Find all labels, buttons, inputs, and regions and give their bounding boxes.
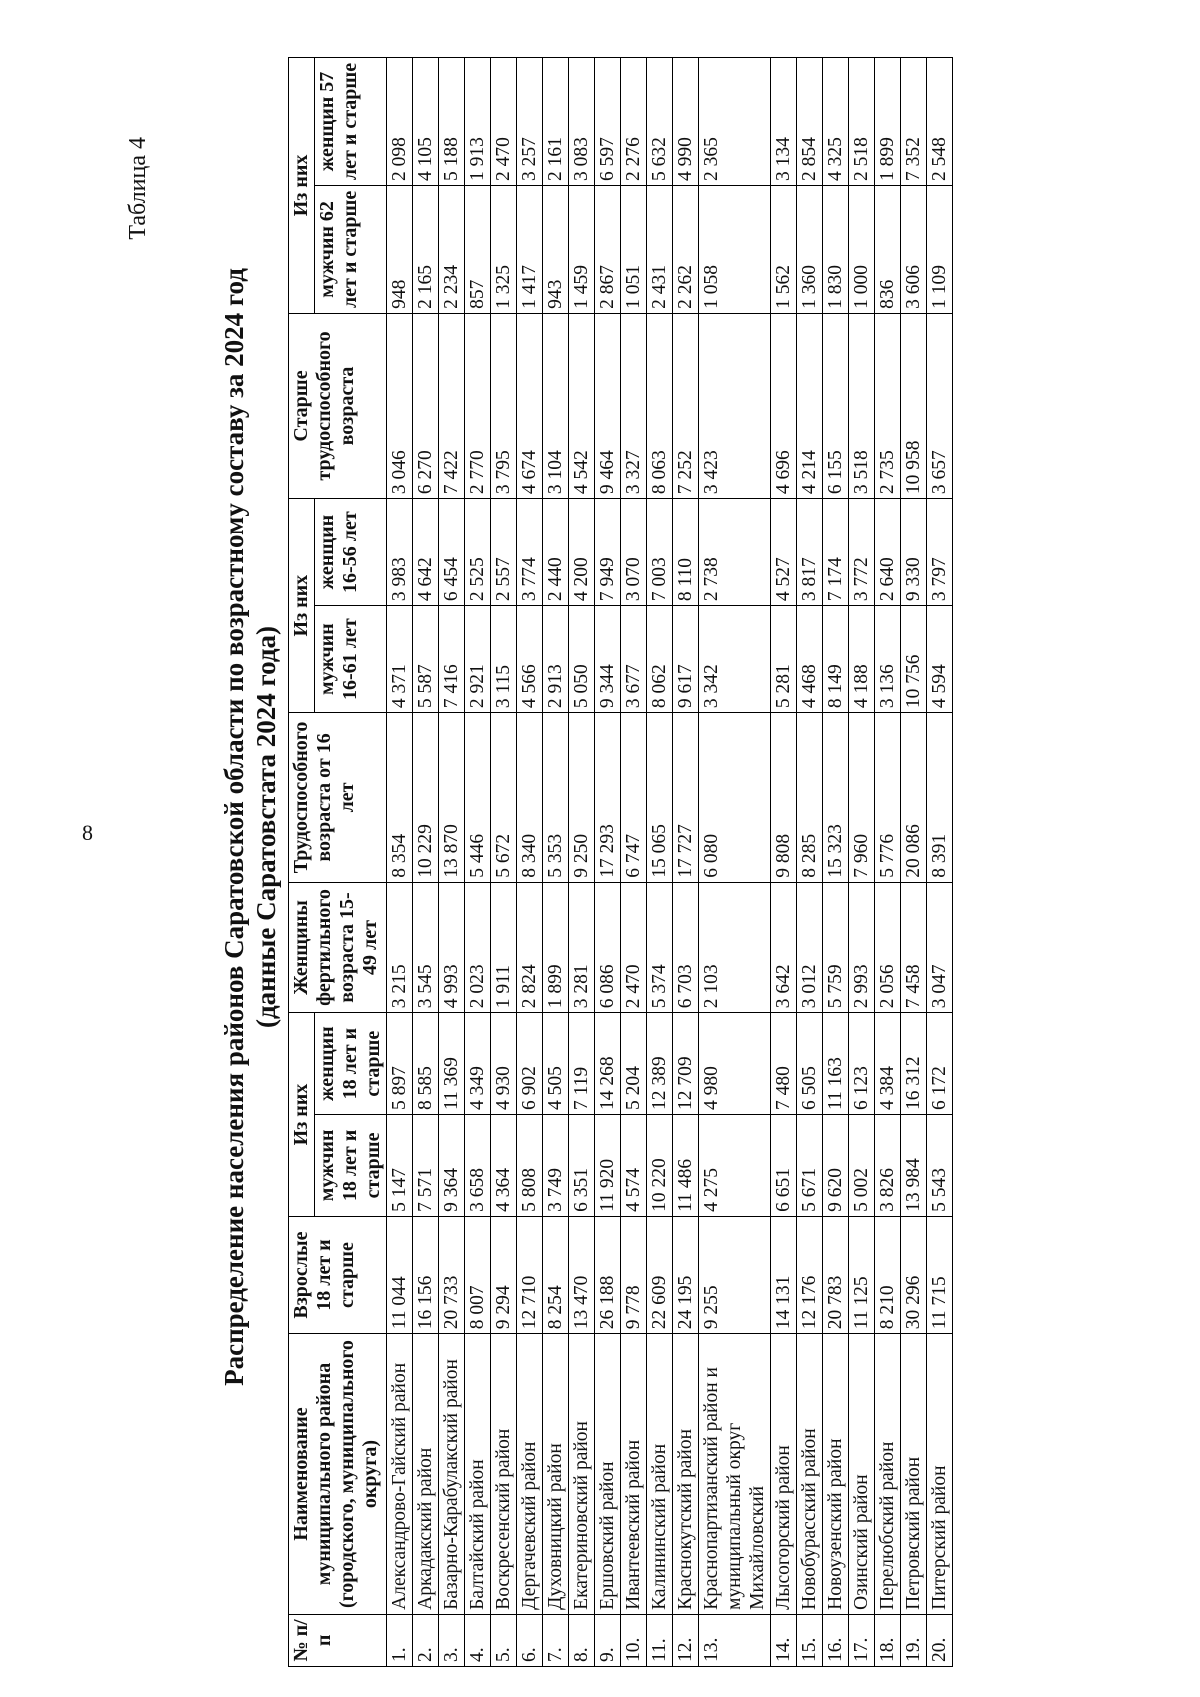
- header-working: Трудоспособного возраста от 16 лет: [289, 713, 387, 883]
- cell-adults: 16 156: [413, 1216, 439, 1333]
- cell-women18: 11 163: [823, 1013, 849, 1115]
- cell-women16: 3 070: [621, 499, 647, 606]
- cell-no: 14.: [771, 1614, 797, 1666]
- cell-adults: 20 783: [823, 1216, 849, 1333]
- cell-women18: 6 902: [517, 1013, 543, 1115]
- table-row: [465, 58, 491, 1667]
- cell-women57: 3 257: [517, 58, 543, 186]
- cell-no: 2.: [413, 1614, 439, 1666]
- cell-men18: 5 808: [517, 1115, 543, 1217]
- table-row: [621, 58, 647, 1667]
- cell-women16: 2 440: [543, 499, 569, 606]
- cell-women16: 4 527: [771, 499, 797, 606]
- header-women16: женщин 16-56 лет: [315, 499, 387, 606]
- cell-fertile: 3 047: [927, 882, 953, 1012]
- cell-women18: 5 897: [387, 1013, 413, 1115]
- cell-fertile: 7 458: [901, 882, 927, 1012]
- cell-older: 6 155: [823, 313, 849, 498]
- cell-name: Ивантеевский район: [621, 1334, 647, 1615]
- cell-men62: 1 830: [823, 185, 849, 313]
- cell-adults: 24 195: [673, 1216, 699, 1333]
- cell-working: 5 353: [543, 713, 569, 883]
- cell-older: 4 542: [569, 313, 595, 498]
- cell-women16: 2 640: [875, 499, 901, 606]
- cell-older: 9 464: [595, 313, 621, 498]
- cell-name: Воскресенский район: [491, 1334, 517, 1615]
- table-row: [771, 58, 797, 1667]
- cell-women57: 2 854: [797, 58, 823, 186]
- cell-fertile: 2 470: [621, 882, 647, 1012]
- cell-no: 8.: [569, 1614, 595, 1666]
- cell-no: 11.: [647, 1614, 673, 1666]
- cell-name: Озинский район: [849, 1334, 875, 1615]
- cell-no: 13.: [699, 1614, 771, 1666]
- cell-no: 18.: [875, 1614, 901, 1666]
- cell-working: 5 672: [491, 713, 517, 883]
- table-row: [543, 58, 569, 1667]
- cell-women57: 3 083: [569, 58, 595, 186]
- cell-working: 5 776: [875, 713, 901, 883]
- cell-older: 3 104: [543, 313, 569, 498]
- cell-name: Базарно-Карабулакский район: [439, 1334, 465, 1615]
- cell-working: 6 080: [699, 713, 771, 883]
- cell-fertile: 3 012: [797, 882, 823, 1012]
- cell-men18: 9 364: [439, 1115, 465, 1217]
- cell-men62: 1 051: [621, 185, 647, 313]
- header-older: Старше трудоспособного возраста: [289, 313, 387, 498]
- cell-older: 4 214: [797, 313, 823, 498]
- cell-working: 10 229: [413, 713, 439, 883]
- cell-fertile: 2 023: [465, 882, 491, 1012]
- cell-name: Новоузенский район: [823, 1334, 849, 1615]
- cell-no: 4.: [465, 1614, 491, 1666]
- header-men18: мужчин 18 лет и старше: [315, 1115, 387, 1217]
- cell-women16: 4 200: [569, 499, 595, 606]
- cell-women18: 12 709: [673, 1013, 699, 1115]
- cell-no: 17.: [849, 1614, 875, 1666]
- page-number: 8: [82, 820, 93, 845]
- cell-older: 3 327: [621, 313, 647, 498]
- cell-women57: 2 365: [699, 58, 771, 186]
- cell-men16: 8 149: [823, 606, 849, 713]
- cell-name: Перелюбский район: [875, 1334, 901, 1615]
- cell-adults: 14 131: [771, 1216, 797, 1333]
- cell-older: 3 518: [849, 313, 875, 498]
- cell-fertile: 5 759: [823, 882, 849, 1012]
- cell-name: Петровский район: [901, 1334, 927, 1615]
- cell-women18: 4 980: [699, 1013, 771, 1115]
- cell-women57: 6 597: [595, 58, 621, 186]
- header-fertile: Женщины фертильного возраста 15-49 лет: [289, 882, 387, 1012]
- cell-men16: 9 344: [595, 606, 621, 713]
- cell-women18: 4 505: [543, 1013, 569, 1115]
- title-line-1: Распределение населения районов Саратовской области по возрастному составу за 2024 год: [219, 268, 249, 1386]
- cell-men62: 1 417: [517, 185, 543, 313]
- cell-fertile: 6 086: [595, 882, 621, 1012]
- cell-adults: 8 254: [543, 1216, 569, 1333]
- cell-no: 19.: [901, 1614, 927, 1666]
- cell-fertile: 1 899: [543, 882, 569, 1012]
- cell-men62: 1 562: [771, 185, 797, 313]
- cell-no: 9.: [595, 1614, 621, 1666]
- cell-men62: 1 058: [699, 185, 771, 313]
- cell-fertile: 1 911: [491, 882, 517, 1012]
- cell-fertile: 5 374: [647, 882, 673, 1012]
- cell-name: Александрово-Гайский район: [387, 1334, 413, 1615]
- cell-men18: 9 620: [823, 1115, 849, 1217]
- cell-adults: 9 294: [491, 1216, 517, 1333]
- cell-women18: 7 480: [771, 1013, 797, 1115]
- cell-men16: 4 371: [387, 606, 413, 713]
- table-row: [673, 58, 699, 1667]
- cell-men18: 5 543: [927, 1115, 953, 1217]
- cell-men62: 1 459: [569, 185, 595, 313]
- header-women57: женщин 57 лет и старше: [315, 58, 387, 186]
- cell-men62: 2 234: [439, 185, 465, 313]
- header-no: № п/п: [289, 1614, 387, 1666]
- cell-men16: 5 587: [413, 606, 439, 713]
- cell-women18: 14 268: [595, 1013, 621, 1115]
- cell-name: Новобурасский район: [797, 1334, 823, 1615]
- table-title: [218, 17, 282, 1637]
- header-men62: мужчин 62 лет и старше: [315, 185, 387, 313]
- cell-adults: 8 210: [875, 1216, 901, 1333]
- cell-women16: 3 797: [927, 499, 953, 606]
- cell-older: 7 252: [673, 313, 699, 498]
- cell-men16: 4 594: [927, 606, 953, 713]
- cell-working: 13 870: [439, 713, 465, 883]
- cell-adults: 26 188: [595, 1216, 621, 1333]
- cell-men62: 2 262: [673, 185, 699, 313]
- cell-men16: 3 677: [621, 606, 647, 713]
- cell-men16: 5 281: [771, 606, 797, 713]
- cell-working: 8 391: [927, 713, 953, 883]
- cell-fertile: 3 281: [569, 882, 595, 1012]
- cell-name: Дергачевский район: [517, 1334, 543, 1615]
- cell-older: 8 063: [647, 313, 673, 498]
- cell-adults: 30 296: [901, 1216, 927, 1333]
- cell-women18: 5 204: [621, 1013, 647, 1115]
- cell-women16: 3 983: [387, 499, 413, 606]
- cell-men16: 7 416: [439, 606, 465, 713]
- cell-women57: 3 134: [771, 58, 797, 186]
- cell-women16: 2 738: [699, 499, 771, 606]
- cell-women16: 6 454: [439, 499, 465, 606]
- table-row: [569, 58, 595, 1667]
- title-line-2: (данные Саратовстата 2024 года): [251, 626, 281, 1028]
- cell-women57: 4 325: [823, 58, 849, 186]
- cell-older: 3 657: [927, 313, 953, 498]
- cell-men16: 4 468: [797, 606, 823, 713]
- population-table: [288, 57, 953, 1667]
- cell-older: 6 270: [413, 313, 439, 498]
- cell-men16: 3 136: [875, 606, 901, 713]
- cell-working: 8 340: [517, 713, 543, 883]
- cell-women18: 16 312: [901, 1013, 927, 1115]
- cell-women18: 12 389: [647, 1013, 673, 1115]
- cell-women16: 7 003: [647, 499, 673, 606]
- cell-men18: 11 486: [673, 1115, 699, 1217]
- cell-men16: 4 188: [849, 606, 875, 713]
- cell-fertile: 2 824: [517, 882, 543, 1012]
- cell-working: 9 250: [569, 713, 595, 883]
- cell-men18: 10 220: [647, 1115, 673, 1217]
- cell-men18: 4 275: [699, 1115, 771, 1217]
- cell-men18: 3 749: [543, 1115, 569, 1217]
- cell-men62: 2 867: [595, 185, 621, 313]
- cell-fertile: 2 056: [875, 882, 901, 1012]
- cell-men16: 3 342: [699, 606, 771, 713]
- cell-women18: 8 585: [413, 1013, 439, 1115]
- cell-women16: 8 110: [673, 499, 699, 606]
- cell-men16: 9 617: [673, 606, 699, 713]
- cell-no: 20.: [927, 1614, 953, 1666]
- cell-men62: 857: [465, 185, 491, 313]
- cell-fertile: 3 215: [387, 882, 413, 1012]
- cell-adults: 9 255: [699, 1216, 771, 1333]
- cell-no: 1.: [387, 1614, 413, 1666]
- cell-men18: 5 002: [849, 1115, 875, 1217]
- cell-men62: 1 000: [849, 185, 875, 313]
- cell-working: 6 747: [621, 713, 647, 883]
- cell-no: 16.: [823, 1614, 849, 1666]
- cell-women57: 5 188: [439, 58, 465, 186]
- cell-women18: 4 930: [491, 1013, 517, 1115]
- cell-working: 15 065: [647, 713, 673, 883]
- cell-working: 15 323: [823, 713, 849, 883]
- header-row-1: [289, 58, 315, 1667]
- cell-women16: 7 174: [823, 499, 849, 606]
- cell-adults: 9 778: [621, 1216, 647, 1333]
- table-row: [699, 58, 771, 1667]
- table-row: [491, 58, 517, 1667]
- cell-older: 10 958: [901, 313, 927, 498]
- cell-older: 3 046: [387, 313, 413, 498]
- cell-adults: 13 470: [569, 1216, 595, 1333]
- cell-women16: 7 949: [595, 499, 621, 606]
- cell-women57: 1 899: [875, 58, 901, 186]
- cell-women57: 2 548: [927, 58, 953, 186]
- cell-fertile: 6 703: [673, 882, 699, 1012]
- cell-men62: 1 360: [797, 185, 823, 313]
- cell-women57: 2 161: [543, 58, 569, 186]
- cell-older: 4 674: [517, 313, 543, 498]
- cell-working: 17 293: [595, 713, 621, 883]
- cell-working: 17 727: [673, 713, 699, 883]
- cell-name: Балтайский район: [465, 1334, 491, 1615]
- cell-no: 10.: [621, 1614, 647, 1666]
- cell-name: Лысогорский район: [771, 1334, 797, 1615]
- cell-no: 3.: [439, 1614, 465, 1666]
- cell-name: Духовницкий район: [543, 1334, 569, 1615]
- cell-no: 5.: [491, 1614, 517, 1666]
- cell-men62: 948: [387, 185, 413, 313]
- cell-fertile: 2 103: [699, 882, 771, 1012]
- cell-name: Краснокутский район: [673, 1334, 699, 1615]
- header-name: Наименование муниципального района (городского, муниципального округа): [289, 1334, 387, 1615]
- cell-women57: 1 913: [465, 58, 491, 186]
- cell-women18: 6 172: [927, 1013, 953, 1115]
- header-of-them-adults: Из них: [289, 1013, 315, 1217]
- cell-men18: 3 826: [875, 1115, 901, 1217]
- cell-women16: 2 525: [465, 499, 491, 606]
- cell-older: 3 423: [699, 313, 771, 498]
- table-row: [647, 58, 673, 1667]
- table-row: [901, 58, 927, 1667]
- cell-no: 6.: [517, 1614, 543, 1666]
- header-of-them-older: Из них: [289, 58, 315, 314]
- cell-name: Екатериновский район: [569, 1334, 595, 1615]
- cell-older: 4 696: [771, 313, 797, 498]
- table-row: [875, 58, 901, 1667]
- cell-adults: 12 710: [517, 1216, 543, 1333]
- cell-men16: 4 566: [517, 606, 543, 713]
- cell-women57: 2 470: [491, 58, 517, 186]
- header-of-them-working: Из них: [289, 499, 315, 713]
- table-row: [927, 58, 953, 1667]
- cell-women57: 4 990: [673, 58, 699, 186]
- cell-women18: 6 505: [797, 1013, 823, 1115]
- cell-older: 2 735: [875, 313, 901, 498]
- table-caption: Таблица 4: [125, 137, 151, 240]
- cell-women57: 4 105: [413, 58, 439, 186]
- cell-men18: 3 658: [465, 1115, 491, 1217]
- cell-women16: 3 772: [849, 499, 875, 606]
- cell-fertile: 3 545: [413, 882, 439, 1012]
- cell-men18: 5 671: [797, 1115, 823, 1217]
- cell-men62: 1 325: [491, 185, 517, 313]
- cell-women16: 3 774: [517, 499, 543, 606]
- cell-adults: 11 125: [849, 1216, 875, 1333]
- cell-women57: 2 276: [621, 58, 647, 186]
- cell-name: Калининский район: [647, 1334, 673, 1615]
- cell-women18: 4 384: [875, 1013, 901, 1115]
- cell-older: 3 795: [491, 313, 517, 498]
- cell-men18: 6 651: [771, 1115, 797, 1217]
- cell-no: 12.: [673, 1614, 699, 1666]
- cell-men18: 7 571: [413, 1115, 439, 1217]
- cell-men16: 10 756: [901, 606, 927, 713]
- cell-men16: 2 913: [543, 606, 569, 713]
- cell-men18: 4 574: [621, 1115, 647, 1217]
- cell-no: 7.: [543, 1614, 569, 1666]
- cell-women18: 6 123: [849, 1013, 875, 1115]
- cell-women16: 4 642: [413, 499, 439, 606]
- cell-men62: 3 606: [901, 185, 927, 313]
- header-women18: женщин 18 лет и старше: [315, 1013, 387, 1115]
- cell-men18: 5 147: [387, 1115, 413, 1217]
- cell-older: 2 770: [465, 313, 491, 498]
- table-row: [595, 58, 621, 1667]
- cell-men62: 1 109: [927, 185, 953, 313]
- cell-men16: 2 921: [465, 606, 491, 713]
- cell-men62: 2 165: [413, 185, 439, 313]
- cell-women18: 4 349: [465, 1013, 491, 1115]
- cell-no: 15.: [797, 1614, 823, 1666]
- cell-adults: 20 733: [439, 1216, 465, 1333]
- cell-working: 20 086: [901, 713, 927, 883]
- cell-men18: 6 351: [569, 1115, 595, 1217]
- cell-older: 7 422: [439, 313, 465, 498]
- cell-women16: 9 330: [901, 499, 927, 606]
- cell-name: Краснопартизанский район и муниципальный округ Михайловский: [699, 1334, 771, 1615]
- cell-working: 9 808: [771, 713, 797, 883]
- cell-men18: 11 920: [595, 1115, 621, 1217]
- cell-men18: 4 364: [491, 1115, 517, 1217]
- cell-men16: 3 115: [491, 606, 517, 713]
- cell-working: 5 446: [465, 713, 491, 883]
- cell-working: 8 285: [797, 713, 823, 883]
- cell-men18: 13 984: [901, 1115, 927, 1217]
- cell-men62: 2 431: [647, 185, 673, 313]
- cell-adults: 11 715: [927, 1216, 953, 1333]
- cell-adults: 12 176: [797, 1216, 823, 1333]
- cell-men62: 836: [875, 185, 901, 313]
- header-men16: мужчин 16-61 лет: [315, 606, 387, 713]
- cell-women18: 7 119: [569, 1013, 595, 1115]
- table-row: [517, 58, 543, 1667]
- table-row: [823, 58, 849, 1667]
- cell-adults: 8 007: [465, 1216, 491, 1333]
- cell-women57: 7 352: [901, 58, 927, 186]
- cell-women57: 2 518: [849, 58, 875, 186]
- table-row: [849, 58, 875, 1667]
- cell-men16: 5 050: [569, 606, 595, 713]
- header-adults: Взрослые 18 лет и старше: [289, 1216, 387, 1333]
- cell-women57: 5 632: [647, 58, 673, 186]
- cell-adults: 11 044: [387, 1216, 413, 1333]
- cell-name: Питерский район: [927, 1334, 953, 1615]
- cell-fertile: 2 993: [849, 882, 875, 1012]
- cell-women16: 3 817: [797, 499, 823, 606]
- cell-fertile: 4 993: [439, 882, 465, 1012]
- cell-working: 8 354: [387, 713, 413, 883]
- cell-men16: 8 062: [647, 606, 673, 713]
- cell-women57: 2 098: [387, 58, 413, 186]
- cell-name: Аркадакский район: [413, 1334, 439, 1615]
- cell-women16: 2 557: [491, 499, 517, 606]
- table-row: [387, 58, 413, 1667]
- cell-working: 7 960: [849, 713, 875, 883]
- table-row: [413, 58, 439, 1667]
- table-row: [439, 58, 465, 1667]
- cell-women18: 11 369: [439, 1013, 465, 1115]
- cell-name: Ершовский район: [595, 1334, 621, 1615]
- cell-men62: 943: [543, 185, 569, 313]
- cell-adults: 22 609: [647, 1216, 673, 1333]
- cell-fertile: 3 642: [771, 882, 797, 1012]
- table-row: [797, 58, 823, 1667]
